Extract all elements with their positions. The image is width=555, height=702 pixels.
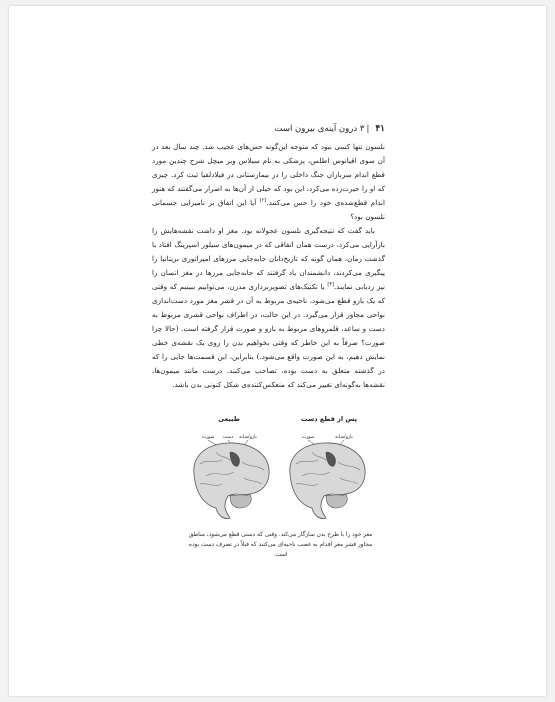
brain-figure — [186, 412, 374, 530]
chapter-title: ۳ درون آینه‌ی بیرون است — [274, 124, 365, 134]
label-arm-normal: بازو/شانه — [239, 435, 257, 440]
label-face-normal: صورت — [201, 435, 215, 440]
label-hand-normal: دست — [222, 435, 234, 440]
label-arm-after: بازو/شانه — [335, 435, 353, 440]
brain-after-amputation — [290, 443, 365, 519]
paragraph-1: نلسون تنها کسی نبود که متوجه این‌گونه حس‌های عجیب شد. چند سال بعد در آن سوی اقیانوس اطلس، پزشکی به نام سیلاس ویر میچل شرح چندین مورد قطع اندام سربازان جنگ داخلی را در بیمارستانی در فیلادلفیا ثبت کرد. چیزی که او را حیرت‌زده می‌کرد، این بود که خیلی از آن‌ها به اصرار می‌گفتند که هنوز اندام قطع‌شده‌ی خود را حس می‌کنند.[۲] آیا این اتفاق بر نامیرایی جسمانی نلسون بود؟ — [152, 142, 385, 221]
figure-caption: مغز خود را با طرح بدن سازگار می‌کند. وقتی که دستی قطع می‌شود، مناطق مجاور قشر مغز اقدام به غصب ناحیه‌ای می‌کنند که قبلاً در تصرف دست بوده است. — [188, 532, 373, 558]
body-text — [152, 140, 385, 392]
figure-title-after-amputation: پس از قطع دست — [300, 415, 358, 423]
figure-title-normal: طبیعی — [218, 415, 240, 423]
paragraph-2: باید گفت که نتیجه‌گیری نلسون عجولانه بود. مغز او داشت نقشه‌هایش را بازآرایی می‌کرد، درست همان اتفاقی که در میمون‌های سیلور اسپرینگ افتاد یا گذشت زمان، همان گونه که تاریخ‌دانان جابه‌جایی مرزهای امپراتوری بریتانیا را پیگیری می‌کردند، دانشمندان یاد گرفتند که جابه‌جایی مرزها در مغز انسان را نیز ردیابی نمایند.[۳] با تکنیک‌های تصویربرداری مدرن، می‌توانیم ببینیم که وقتی که یک بازو قطع می‌شود، ناحیه‌ی مربوط به آن در قشر مغز مورد دست‌اندازی نواحی مجاور قرار می‌گیرد. در این حالت، در اطراف نواحی قشری مربوط به دست و ساعد، قلمروهای مربوط به بازو و صورت قرار گرفته است. (حالا چرا صورت؟ صرفاً به این خاطر که وقتی بخواهیم بدن را روی یک نقشه‌ی خطی نمایش دهیم، به این صورت واقع می‌شود.) بنابراین، این قسمت‌ها جایی را که در گذشته متعلق به دست بوده، تصاحب می‌کنند. درست مانند میمون‌ها، نقشه‌ها به‌گونه‌ای تغییر می‌کند که منعکس‌کننده‌ی شکل کنونی بدن باشد. — [152, 226, 386, 389]
brain-illustration — [186, 412, 374, 530]
page-number: ۴۱ — [375, 124, 385, 134]
brain-normal — [194, 443, 269, 519]
running-header — [152, 124, 385, 138]
footnote-ref: [۲] — [259, 197, 267, 204]
header-separator: | — [366, 124, 370, 134]
footnote-ref: [۳] — [327, 281, 335, 288]
label-face-after: صورت — [301, 435, 315, 440]
